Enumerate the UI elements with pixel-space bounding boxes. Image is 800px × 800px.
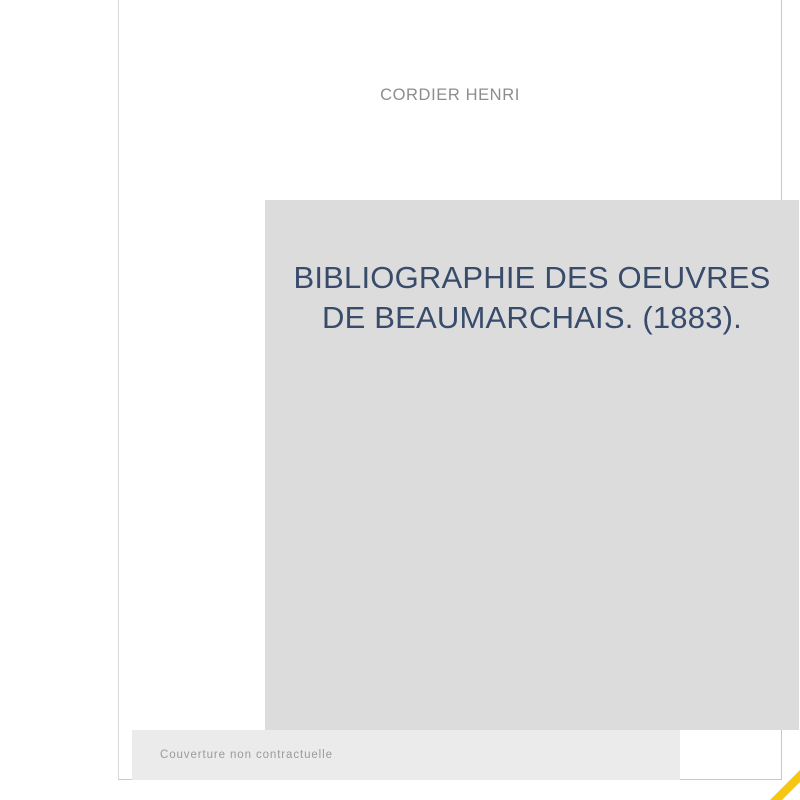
disclaimer-text: Couverture non contractuelle bbox=[160, 749, 333, 761]
corner-marker-icon bbox=[770, 770, 800, 800]
page-title: BIBLIOGRAPHIE DES OEUVRES DE BEAUMARCHAIS. (1883). bbox=[293, 260, 771, 335]
title-panel bbox=[265, 200, 799, 730]
book-cover-sheet bbox=[118, 0, 782, 780]
author-name: CORDIER HENRI bbox=[380, 86, 520, 104]
